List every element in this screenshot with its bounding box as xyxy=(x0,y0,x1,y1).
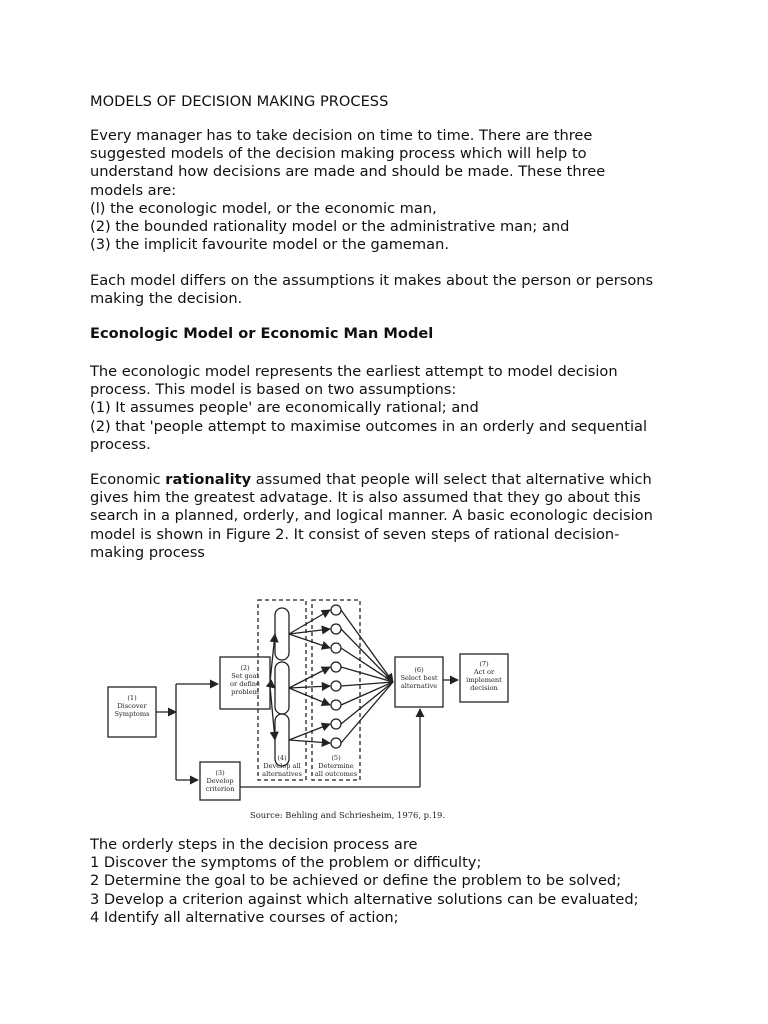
rationality-paragraph xyxy=(90,471,678,562)
text-line: Every manager has to take decision on time to time. There are three xyxy=(90,127,593,144)
econologic-paragraph xyxy=(90,363,678,454)
list-item: 1 Discover the symptoms of the problem or difficulty; xyxy=(90,854,482,872)
box4-label-3: alternatives xyxy=(262,770,302,778)
box1-label-2: Discover xyxy=(117,702,147,710)
box2-label-1: (2) xyxy=(240,664,250,672)
text-line: (l) the econologic model, or the economic man, xyxy=(90,199,437,217)
intro-paragraph xyxy=(90,127,678,254)
assumptions-paragraph xyxy=(90,272,678,308)
box1-label-3: Symptoms xyxy=(114,710,150,718)
box7-label-4: decision xyxy=(470,684,498,692)
text-line: making process xyxy=(90,543,205,561)
text-line: (2) that 'people attempt to maximise outcomes in an orderly and sequential xyxy=(90,417,648,435)
text-line: making the decision. xyxy=(90,290,243,308)
box7-label-2: Act or xyxy=(473,668,495,676)
text-line: Each model differs on the assumptions it makes about the person or persons xyxy=(90,272,654,289)
box5-label-3: all outcomes xyxy=(314,770,358,778)
box1-label-1: (1) xyxy=(127,694,137,702)
text-span: Economic xyxy=(90,471,166,488)
bold-term: rationality xyxy=(165,471,252,488)
box7-label-3: implement xyxy=(466,676,502,684)
box6-label-1: (6) xyxy=(414,666,424,674)
text-line: search in a planned, orderly, and logical manner. A basic econologic decision xyxy=(90,507,653,525)
econologic-decision-diagram xyxy=(100,592,685,827)
figure-source: Source: Behling and Schriesheim, 1976, p.19. xyxy=(250,810,446,820)
box6-label-2: Select best xyxy=(400,674,438,682)
box2-label-2: Set goal xyxy=(231,672,259,680)
box5-label-2: Determine xyxy=(318,762,354,770)
steps-intro: The orderly steps in the decision process are xyxy=(90,836,418,853)
box2-label-4: problem xyxy=(231,688,259,696)
box3-label-3: criterion xyxy=(205,785,235,793)
text-line: process. xyxy=(90,435,151,453)
text-line: process. This model is based on two assumptions: xyxy=(90,381,457,399)
text-line: (2) the bounded rationality model or the administrative man; and xyxy=(90,218,570,236)
document-title: MODELS OF DECISION MAKING PROCESS xyxy=(90,93,389,110)
steps-list xyxy=(90,836,678,927)
list-item: 2 Determine the goal to be achieved or define the problem to be solved; xyxy=(90,872,622,890)
text-line: The econologic model represents the earliest attempt to model decision xyxy=(90,363,618,380)
box2-label-3: or define xyxy=(230,680,260,688)
box3-label-1: (3) xyxy=(215,769,225,777)
list-item: 3 Develop a criterion against which alternative solutions can be evaluated; xyxy=(90,890,639,908)
box4-label-2: Develop all xyxy=(263,762,301,770)
box7-label-1: (7) xyxy=(479,660,489,668)
text-line: understand how decisions are made and should be made. These three xyxy=(90,163,606,181)
box6-label-3: alternative xyxy=(400,682,438,690)
text-line: (3) the implicit favourite model or the gameman. xyxy=(90,236,449,254)
text-line: gives him the greatest advatage. It is also assumed that they go about this xyxy=(90,489,641,507)
text-line xyxy=(90,471,678,489)
text-line: (1) It assumes people' are economically rational; and xyxy=(90,399,479,417)
text-span: assumed that people will select that alternative which xyxy=(251,471,652,488)
box3-label-2: Develop xyxy=(206,777,234,785)
list-item: 4 Identify all alternative courses of action; xyxy=(90,908,399,926)
box4-label-1: (4) xyxy=(277,754,287,762)
dashed-box-alternatives xyxy=(258,600,306,780)
text-line: suggested models of the decision making process which will help to xyxy=(90,145,587,163)
text-line: models are: xyxy=(90,181,177,199)
text-line: model is shown in Figure 2. It consist of seven steps of rational decision- xyxy=(90,525,620,543)
box5-label-1: (5) xyxy=(331,754,341,762)
section-heading: Econologic Model or Economic Man Model xyxy=(90,325,434,342)
